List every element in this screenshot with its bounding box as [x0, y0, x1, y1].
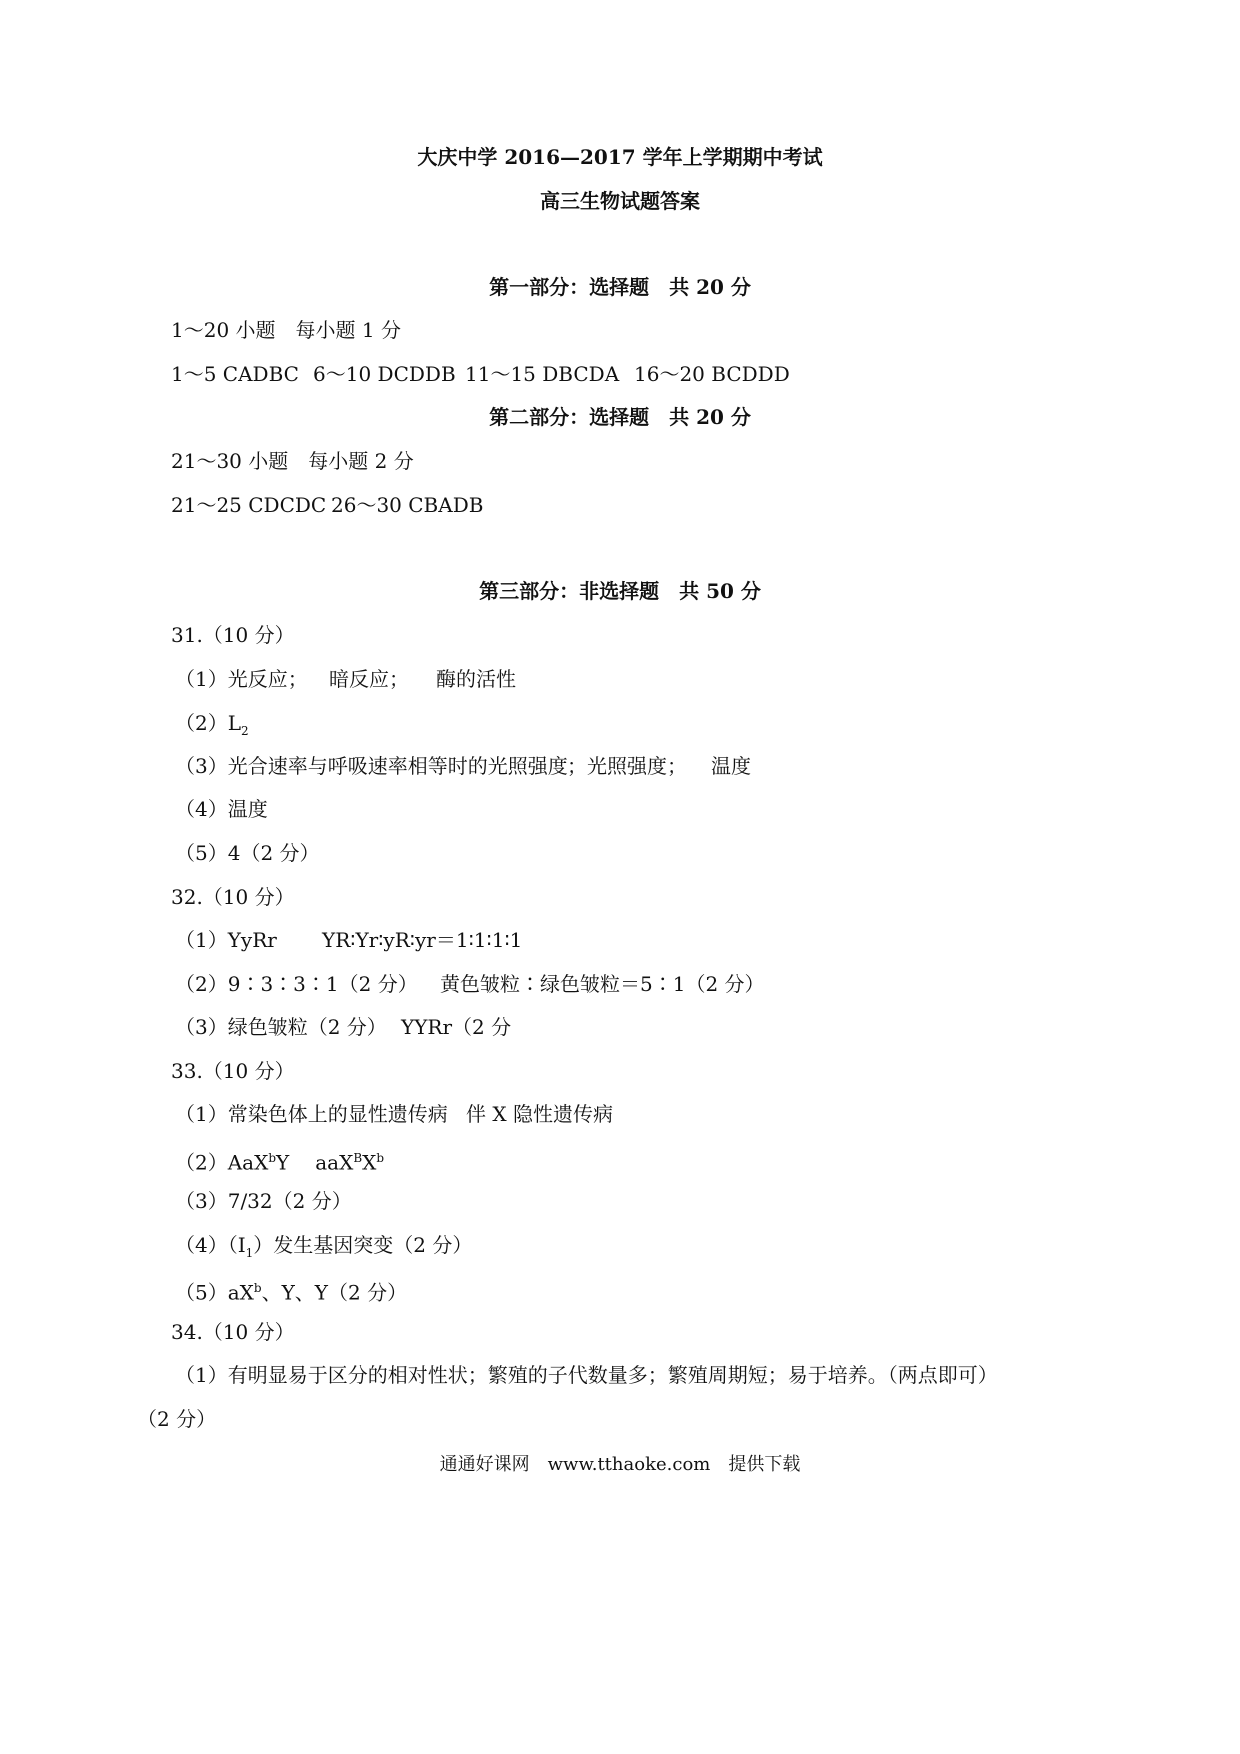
q34-label: 34.（10 分） [171, 1320, 295, 1344]
page-footer: 通通好课网 www.tthaoke.com 提供下载 [439, 1454, 801, 1475]
answer-group: 1～5 CADBC [171, 362, 299, 386]
answer-text: 酶的活性 [436, 667, 516, 691]
q31-answer-4: （4）温度 [175, 797, 268, 821]
document-title: 大庆中学 2016—2017 学年上学期期中考试 [417, 145, 823, 169]
answer-group: 26～30 CBADB [331, 493, 484, 517]
q32-label: 32.（10 分） [171, 885, 295, 909]
part3-heading: 第三部分：非选择题 共 50 分 [479, 579, 761, 603]
answer-text: YR∶Yr∶yR∶yr＝1∶1∶1∶1 [322, 928, 523, 952]
q33-answer-4: $(4)(Ⅰ_1)$发生基因突变（2 分） [175, 1233, 473, 1260]
answer-text: （1）光反应； [175, 667, 308, 691]
q31-label: 31.（10 分） [171, 623, 295, 647]
answer-text: 黄色皱粒∶绿色皱粒＝5∶1（2 分） [440, 972, 765, 996]
q33-answer-5: $(5)aX^b$、Y、Y（2 分） [175, 1280, 408, 1305]
answer-text: （3）光合速率与呼吸速率相等时的光照强度 [175, 754, 568, 778]
part2-heading: 第二部分：选择题 共 20 分 [489, 405, 751, 429]
answer-text: （1）YyRr [175, 928, 277, 952]
answer-group: 11～15 DBCDA [465, 362, 620, 386]
part1-heading: 第一部分：选择题 共 20 分 [489, 275, 751, 299]
part1-note: 1～20 小题 每小题 1 分 [171, 318, 401, 342]
q31-answer-2: $(2)L_2$ [175, 711, 249, 738]
q34-answer-1: （1）有明显易于区分的相对性状；繁殖的子代数量多；繁殖周期短；易于培养。（两点即可） [175, 1363, 998, 1387]
document-subtitle: 高三生物试题答案 [540, 189, 700, 213]
answer-text: YYRr（2 分 [401, 1015, 512, 1039]
answer-text: 暗反应； [329, 667, 409, 691]
q33-answer-2: （2）AaX$^b$Y $aaX^BX^b$ [175, 1150, 385, 1175]
q31-answer-5: （5）4（2 分） [175, 841, 320, 865]
answer-text: （2）9∶3∶3∶1（2 分） [175, 972, 418, 996]
answer-text: ；光照强度； [567, 754, 687, 778]
q33-label: 33.（10 分） [171, 1059, 295, 1083]
answer-text: （1）常染色体上的显性遗传病 [175, 1102, 448, 1126]
q34-answer-1-continued: （2 分） [137, 1407, 217, 1431]
q33-answer-3: （3）7/32（2 分） [175, 1189, 352, 1213]
answer-group: 16～20 BCDDD [634, 362, 790, 386]
answer-text: 伴 X 隐性遗传病 [466, 1102, 613, 1126]
answer-group: 21～25 CDCDC [171, 493, 327, 517]
answer-text: （3）绿色皱粒（2 分） [175, 1015, 387, 1039]
answer-text: 温度 [711, 754, 751, 778]
answer-group: 6～10 DCDDB [313, 362, 456, 386]
part2-note: 21～30 小题 每小题 2 分 [171, 449, 414, 473]
